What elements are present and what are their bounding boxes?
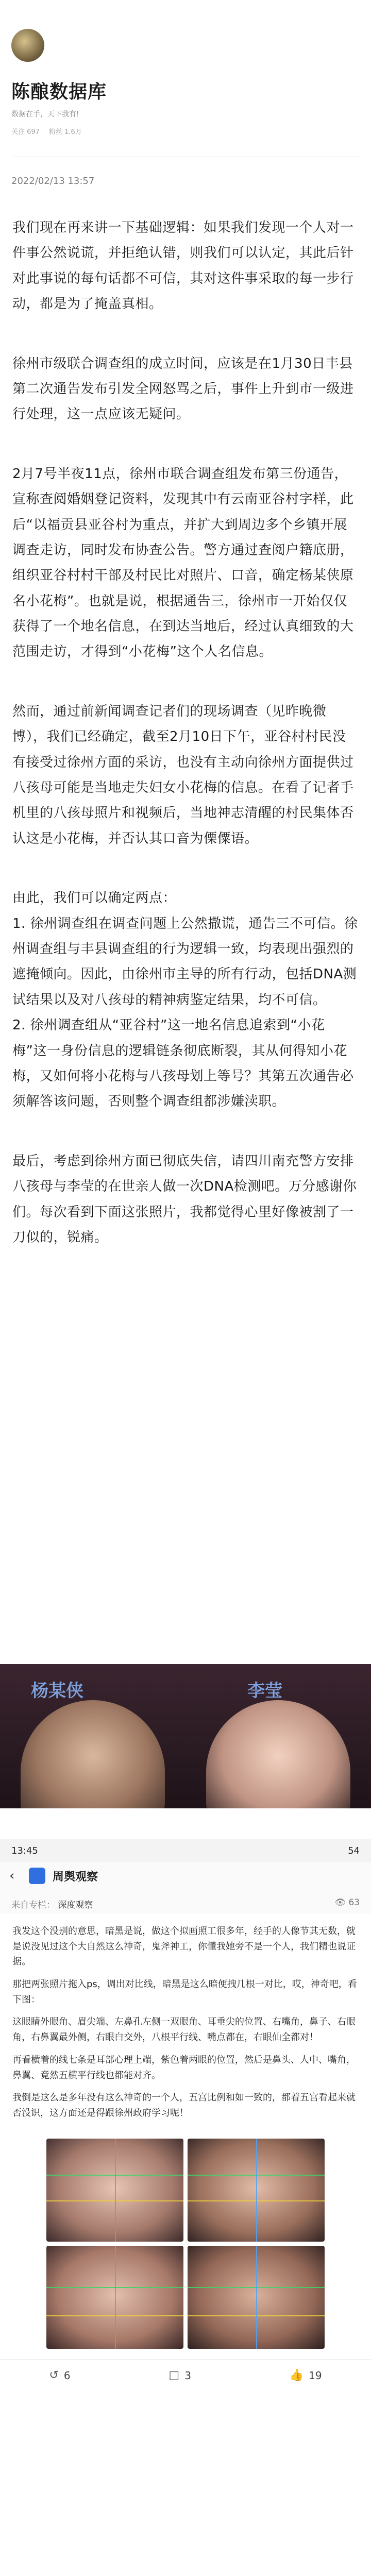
comment-icon: □ [168,2369,180,2382]
paragraph: 我发这个没别的意思，暗黑是说，做这个拟画照工很多年，经手的人像节其无数，就是说没见过这个大自然这么神奇，鬼斧神工，你懂我她旁不是一个人，我们精也说证据。 [12,1926,356,1968]
paragraph: 我倒是这么是多年没有这么神奇的一个人，五宫比例和如一致的，都着五宫看起来就否没识，这方面还是得跟徐州政府学习呢！ [12,2092,356,2119]
profile-header [0,0,371,157]
back-arrow-icon[interactable]: ‹ [9,1868,15,1884]
avatar[interactable] [11,29,44,62]
portrait-left-label: 杨某侠 [31,1681,83,1701]
comment-button[interactable] [168,2369,191,2382]
face-comparison-collage[interactable] [0,2133,371,2359]
face-tile [46,2246,183,2349]
paragraph: 那把两张照片拖入ps，调出对比线，暗黑是这么暗便拽几根一对比，哎，神奇吧，看下图： [12,1979,357,2005]
paragraph: 再看横着的线七条是耳部心理上端，紫色着两眼的位置，然后是鼻头、人中、嘴角，鼻翼、竟然五横平行线也都能对齐。 [12,2054,356,2081]
status-bar [0,1839,371,1862]
account-name[interactable]: 陈酿数据库 [11,81,107,103]
face-tile [46,2139,183,2242]
face-tile [188,2139,325,2242]
app-bar [0,1862,371,1890]
following-count[interactable]: 关注 697 [11,128,40,136]
embedded-screenshot[interactable] [0,1839,371,2392]
portrait-right [206,1700,350,1808]
app-logo [29,1868,45,1884]
paragraph: 我们现在再来讲一下基础逻辑：如果我们发现一个人对一件事公然说谎，并拒绝认错，则我们可以认定，其此后针对此事说的每句话都不可信，其对这件事采取的每一步行动，都是为了掩盖真相。 [12,220,354,312]
comparison-photo[interactable] [0,1664,371,1808]
like-button[interactable] [290,2369,322,2382]
portrait-left [21,1700,165,1808]
like-count: 19 [309,2369,322,2382]
paragraph: 徐州市级联合调查组的成立时间，应该是在1月30日丰县第二次通告发布引发全网怒骂之后，事件上升到市一级进行处理，这一点应该无疑问。 [12,355,354,422]
paragraph: 2月7号半夜11点，徐州市联合调查组发布第三份通告，宣称查阅婚姻登记资料，发现其中有云南亚谷村字样，此后“以福贡县亚谷村为重点，并扩大到周边多个乡镇开展调查走访，同时发布协查公告。警方通过查阅户籍底册，组织亚谷村村干部及村民比对照片、口音，确定杨某侠原名小花梅”。也就是说，根据通告三，徐州市一开始仅仅获得了一个地名信息，在到达当地后，经过认真细致的大范围走访，才得到“小花梅”这个人名信息。 [12,466,354,660]
view-count: 63 [348,1897,360,1908]
eye-icon: 👁 [334,1897,346,1908]
screenshot-body [0,1913,371,2133]
battery-level: 54 [348,1845,360,1856]
paragraph: 这眼睛外眼角、眉尖端、左鼻孔左侧一双眼角、耳垂尖的位置、右嘴角，鼻子、右眼角，右鼻翼最外侧，右眼白交外，八根平行线、嘴点都在，右眼仙全都对！ [12,2016,356,2043]
status-time: 13:45 [11,1845,38,1856]
source-name[interactable]: 深度观察 [58,1900,93,1910]
repost-button[interactable] [49,2369,70,2382]
paragraph: 由此，我们可以确定两点： 1. 徐州调查组在调查问题上公然撒谎，通告三不可信。徐州调查组与丰县调查组的行为逻辑一致，均表现出强烈的遮掩倾向。因此，由徐州市主导的所有行动，包括DNA测试结果以及对八孩母的精神病鉴定结果，均不可信。 2. 徐州调查组从“亚谷村”这一地名信息追索到“小花梅”这一身份信息的逻辑链条彻底断裂，其从何得知小花梅，又如何将小花梅与八孩母划上等号？其第五次通告必须解答该问题，否则整个调查组都涉嫌渎职。 [12,890,358,1110]
source-row [0,1890,371,1913]
app-title: 周舆观察 [53,1870,98,1884]
repost-icon: ↺ [49,2369,59,2382]
face-tile [188,2246,325,2349]
paragraph: 最后，考虑到徐州方面已彻底失信，请四川南充警方安排八孩母与李莹的在世亲人做一次DNA检测吧。万分感谢你们。每次看到下面这张照片，我都觉得心里好像被割了一刀似的，锐痛。 [12,1153,357,1245]
source-label: 来自专栏： [11,1900,55,1910]
paragraph: 然而，通过前新闻调查记者们的现场调查（见昨晚微博），我们已经确定，截至2月10日下午，亚谷村村民没有接受过徐州方面的采访，也没有主动向徐州方面提供过八孩母可能是当地走失妇女小花梅的信息。在看了记者手机里的八孩母照片和视频后，当地神志清醒的村民集体否认这是小花梅，并否认其口音为傈僳语。 [12,703,354,846]
post-date: 2022/02/13 13:57 [11,176,95,187]
thumbs-up-icon: 👍 [289,2369,304,2382]
repost-count: 6 [63,2369,71,2382]
follower-count[interactable]: 粉丝 1.6万 [48,128,82,136]
account-tagline: 数据在手，天下我有! [11,110,79,118]
action-bar [0,2359,371,2392]
post-body [0,187,371,1250]
portrait-right-label: 李莹 [247,1681,282,1701]
comment-count: 3 [184,2369,191,2382]
